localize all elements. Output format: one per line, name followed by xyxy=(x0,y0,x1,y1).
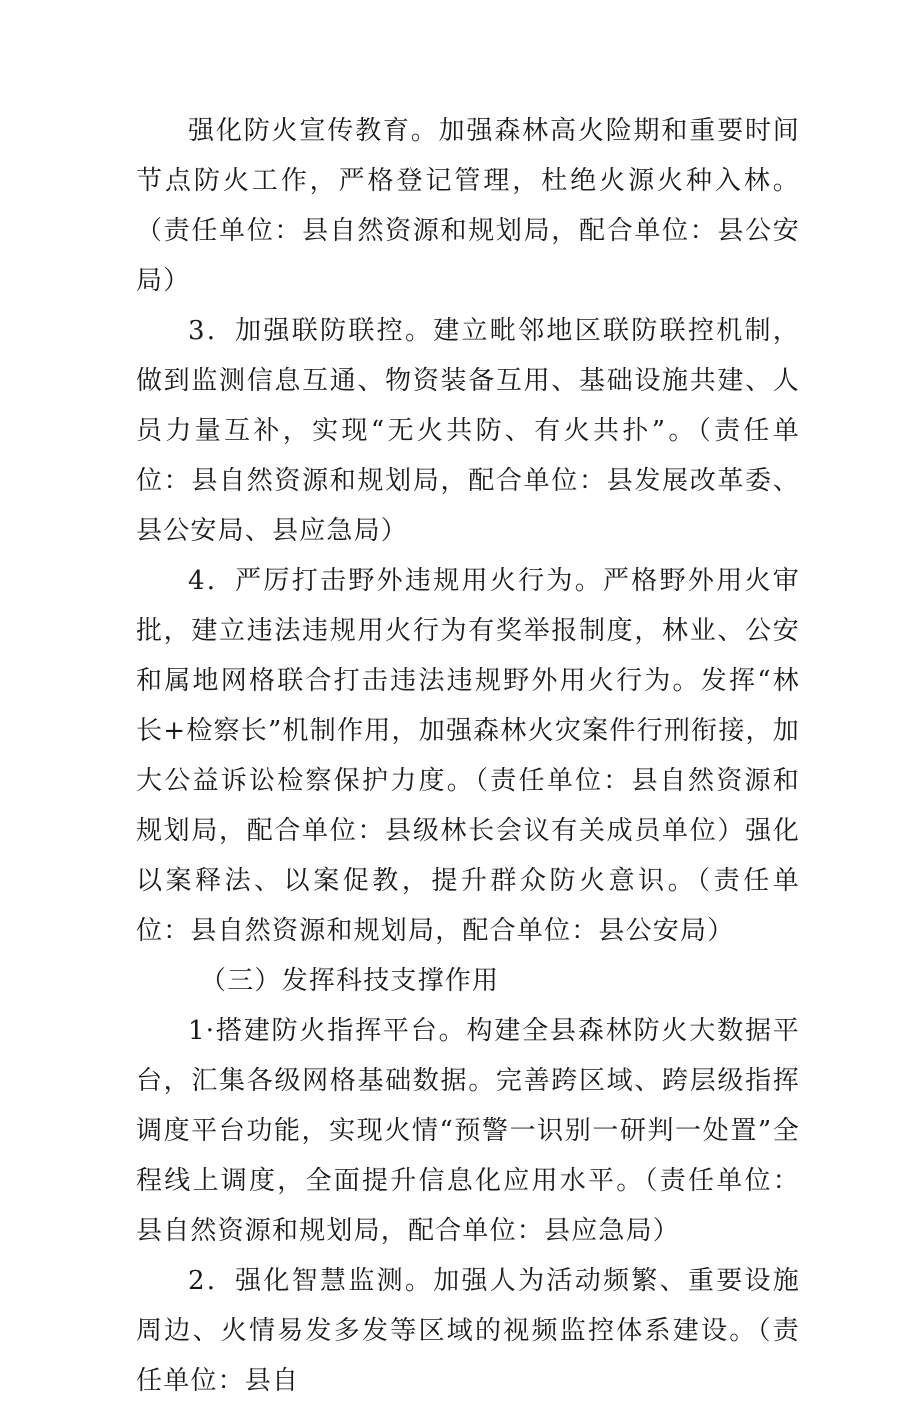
section-heading-tech-support: （三）发挥科技支撑作用 xyxy=(200,966,500,996)
paragraph-command-platform: 1·搭建防火指挥平台。构建全县森林防火大数据平台，汇集各级网格基础数据。完善跨区域、跨层级指挥调度平台功能，实现火情“预警一识别一研判一处置”全程线上调度，全面提升信息化应用水平。（责任单位：县自然资源和规划局，配合单位：县应急局） xyxy=(136,1016,800,1246)
paragraph-crackdown-illegal-fire: 4．严厉打击野外违规用火行为。严格野外用火审批，建立违法违规用火行为有奖举报制度，林业、公安和属地网格联合打击违法违规野外用火行为。发挥“林长+检察长”机制作用，加强森林火灾案件行刑衔接，加大公益诉讼检察保护力度。（责任单位：县自然资源和规划局，配合单位：县级林长会议有关成员单位）强化以案释法、以案促教，提升群众防火意识。（责任单位：县自然资源和规划局，配合单位：县公安局） xyxy=(136,566,800,946)
document-body xyxy=(136,106,800,1406)
paragraph-joint-prevention: 3．加强联防联控。建立毗邻地区联防联控机制，做到监测信息互通、物资装备互用、基础设施共建、人员力量互补，实现“无火共防、有火共扑”。（责任单位：县自然资源和规划局，配合单位：县发展改革委、县公安局、县应急局） xyxy=(136,316,800,546)
paragraph-smart-monitoring: 2．强化智慧监测。加强人为活动频繁、重要设施周边、火情易发多发等区域的视频监控体系建设。（责任单位：县自 xyxy=(136,1266,800,1396)
paragraph-fire-education: 强化防火宣传教育。加强森林高火险期和重要时间节点防火工作，严格登记管理，杜绝火源火种入林。（责任单位：县自然资源和规划局，配合单位：县公安局） xyxy=(136,116,800,296)
